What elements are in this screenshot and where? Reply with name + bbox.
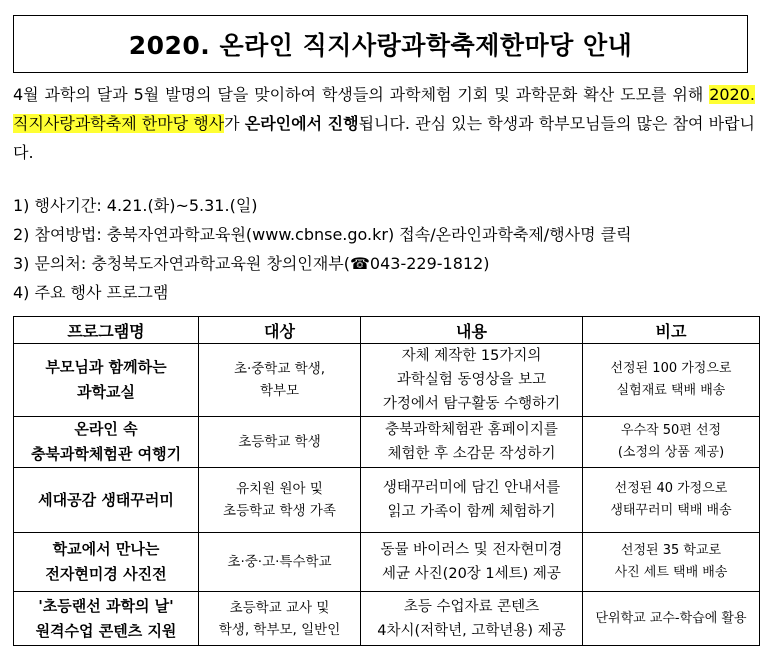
- header-program-name: 프로그램명: [14, 317, 199, 344]
- intro-paragraph: [13, 80, 755, 167]
- intro-text-2: 가: [224, 114, 245, 133]
- program-name-cell: [14, 417, 199, 468]
- table-row: [14, 468, 760, 533]
- cell-line: 선정된 100 가정으로: [610, 361, 732, 376]
- cell-line: 실험재료 택배 배송: [616, 383, 726, 398]
- content-cell: [361, 344, 583, 417]
- cell-line: 읽고 가족이 함께 체험하기: [387, 504, 556, 520]
- cell-line: 동물 바이러스 및 전자현미경: [380, 542, 563, 558]
- cell-line: 초·중·고·특수학교: [227, 554, 332, 570]
- table-row: [14, 533, 760, 592]
- content-cell: [361, 417, 583, 468]
- target-cell: [199, 468, 361, 533]
- cell-line: 학생, 학부모, 일반인: [218, 621, 341, 638]
- program-name-cell: [14, 344, 199, 417]
- cell-line: 선정된 40 가정으로: [614, 481, 728, 496]
- content-cell: [361, 468, 583, 533]
- cell-line: 생태꾸러미 택배 배송: [610, 503, 732, 518]
- cell-line: 학부모: [259, 383, 300, 399]
- cell-line: 세균 사진(20장 1세트) 제공: [382, 566, 561, 582]
- cell-line: 4차시(저학년, 고학년용) 제공: [377, 622, 566, 639]
- cell-line: 초·중학교 학생,: [233, 361, 326, 377]
- cell-line: 단위학교 교수-학습에 활용: [595, 610, 747, 626]
- info-contact: 3) 문의처: 충청북도자연과학교육원 창의인재부(☎043-229-1812): [13, 254, 490, 273]
- cell-line: 초등학교 학생 가족: [223, 503, 336, 519]
- cell-line: 사진 세트 택배 배송: [614, 565, 728, 580]
- info-program-heading: 4) 주요 행사 프로그램: [13, 283, 169, 302]
- cell-line: 가정에서 탐구활동 수행하기: [382, 396, 561, 412]
- cell-line: 생태꾸러미에 담긴 안내서를: [382, 480, 561, 496]
- cell-line: 과학교실: [77, 383, 135, 401]
- program-table: [13, 316, 760, 646]
- info-period: 1) 행사기간: 4.21.(화)~5.31.(일): [13, 196, 258, 215]
- cell-line: '초등랜선 과학의 날': [38, 596, 174, 615]
- cell-line: 초등학교 학생: [238, 434, 321, 450]
- intro-bold: 온라인에서 진행: [244, 114, 359, 133]
- cell-line: 자체 제작한 15가지의: [401, 348, 542, 364]
- table-header-row: [14, 317, 760, 344]
- cell-line: 충북과학체험관 홈페이지를: [385, 422, 558, 438]
- cell-line: 온라인 속: [74, 420, 138, 438]
- cell-line: 충북과학체험관 여행기: [30, 445, 182, 463]
- table-row: [14, 344, 760, 417]
- program-name-cell: [14, 468, 199, 533]
- intro-text-1: 4월 과학의 달과 5월 발명의 달을 맞이하여 학생들의 과학체험 기회 및 과학문화 확산 도모를 위해: [13, 85, 710, 104]
- header-content: 내용: [361, 317, 583, 344]
- cell-line: 전자현미경 사진전: [45, 565, 167, 583]
- cell-line: 선정된 35 학교로: [620, 543, 722, 558]
- cell-line: 초등학교 교사 및: [229, 599, 330, 616]
- info-method: 2) 참여방법: 충북자연과학교육원(www.cbnse.go.kr) 접속/온라인과학축제/행사명 클릭: [13, 225, 632, 244]
- header-target: 대상: [199, 317, 361, 344]
- program-name-cell: [14, 533, 199, 592]
- intro-text-3: 됩니다. 관심 있는 학생과 학부모님들의 많은 참여 바랍니다.: [13, 114, 755, 162]
- cell-line: 학교에서 만나는: [52, 540, 160, 558]
- note-cell: [583, 533, 760, 592]
- cell-line: 유치원 원아 및: [236, 481, 323, 497]
- cell-line: 과학실험 동영상을 보고: [396, 372, 547, 388]
- table-row: [14, 417, 760, 468]
- target-cell: [199, 533, 361, 592]
- page-title: 2020. 온라인 직지사랑과학축제한마당 안내: [128, 31, 633, 60]
- note-cell: [583, 344, 760, 417]
- content-cell: [361, 592, 583, 646]
- cell-line: 초등 수업자료 콘텐츠: [403, 598, 540, 615]
- cell-line: 세대공감 생태꾸러미: [38, 490, 174, 509]
- content-cell: [361, 533, 583, 592]
- cell-line: 원격수업 콘텐츠 지원: [35, 621, 177, 640]
- table-row: [14, 592, 760, 646]
- cell-line: 체험한 후 소감문 작성하기: [387, 446, 556, 462]
- cell-line: 우수작 50편 선정: [620, 423, 722, 438]
- info-list: [13, 191, 758, 307]
- target-cell: [199, 417, 361, 468]
- note-cell: [583, 468, 760, 533]
- target-cell: [199, 344, 361, 417]
- intro-highlight: 2020. 직지사랑과학축제 한마당 행사: [13, 85, 755, 133]
- cell-line: 부모님과 함께하는: [45, 358, 167, 376]
- cell-line: (소정의 상품 제공): [617, 445, 725, 460]
- title-box: [13, 15, 748, 73]
- note-cell: [583, 417, 760, 468]
- program-name-cell: [14, 592, 199, 646]
- header-note: 비고: [583, 317, 760, 344]
- target-cell: [199, 592, 361, 646]
- note-cell: [583, 592, 760, 646]
